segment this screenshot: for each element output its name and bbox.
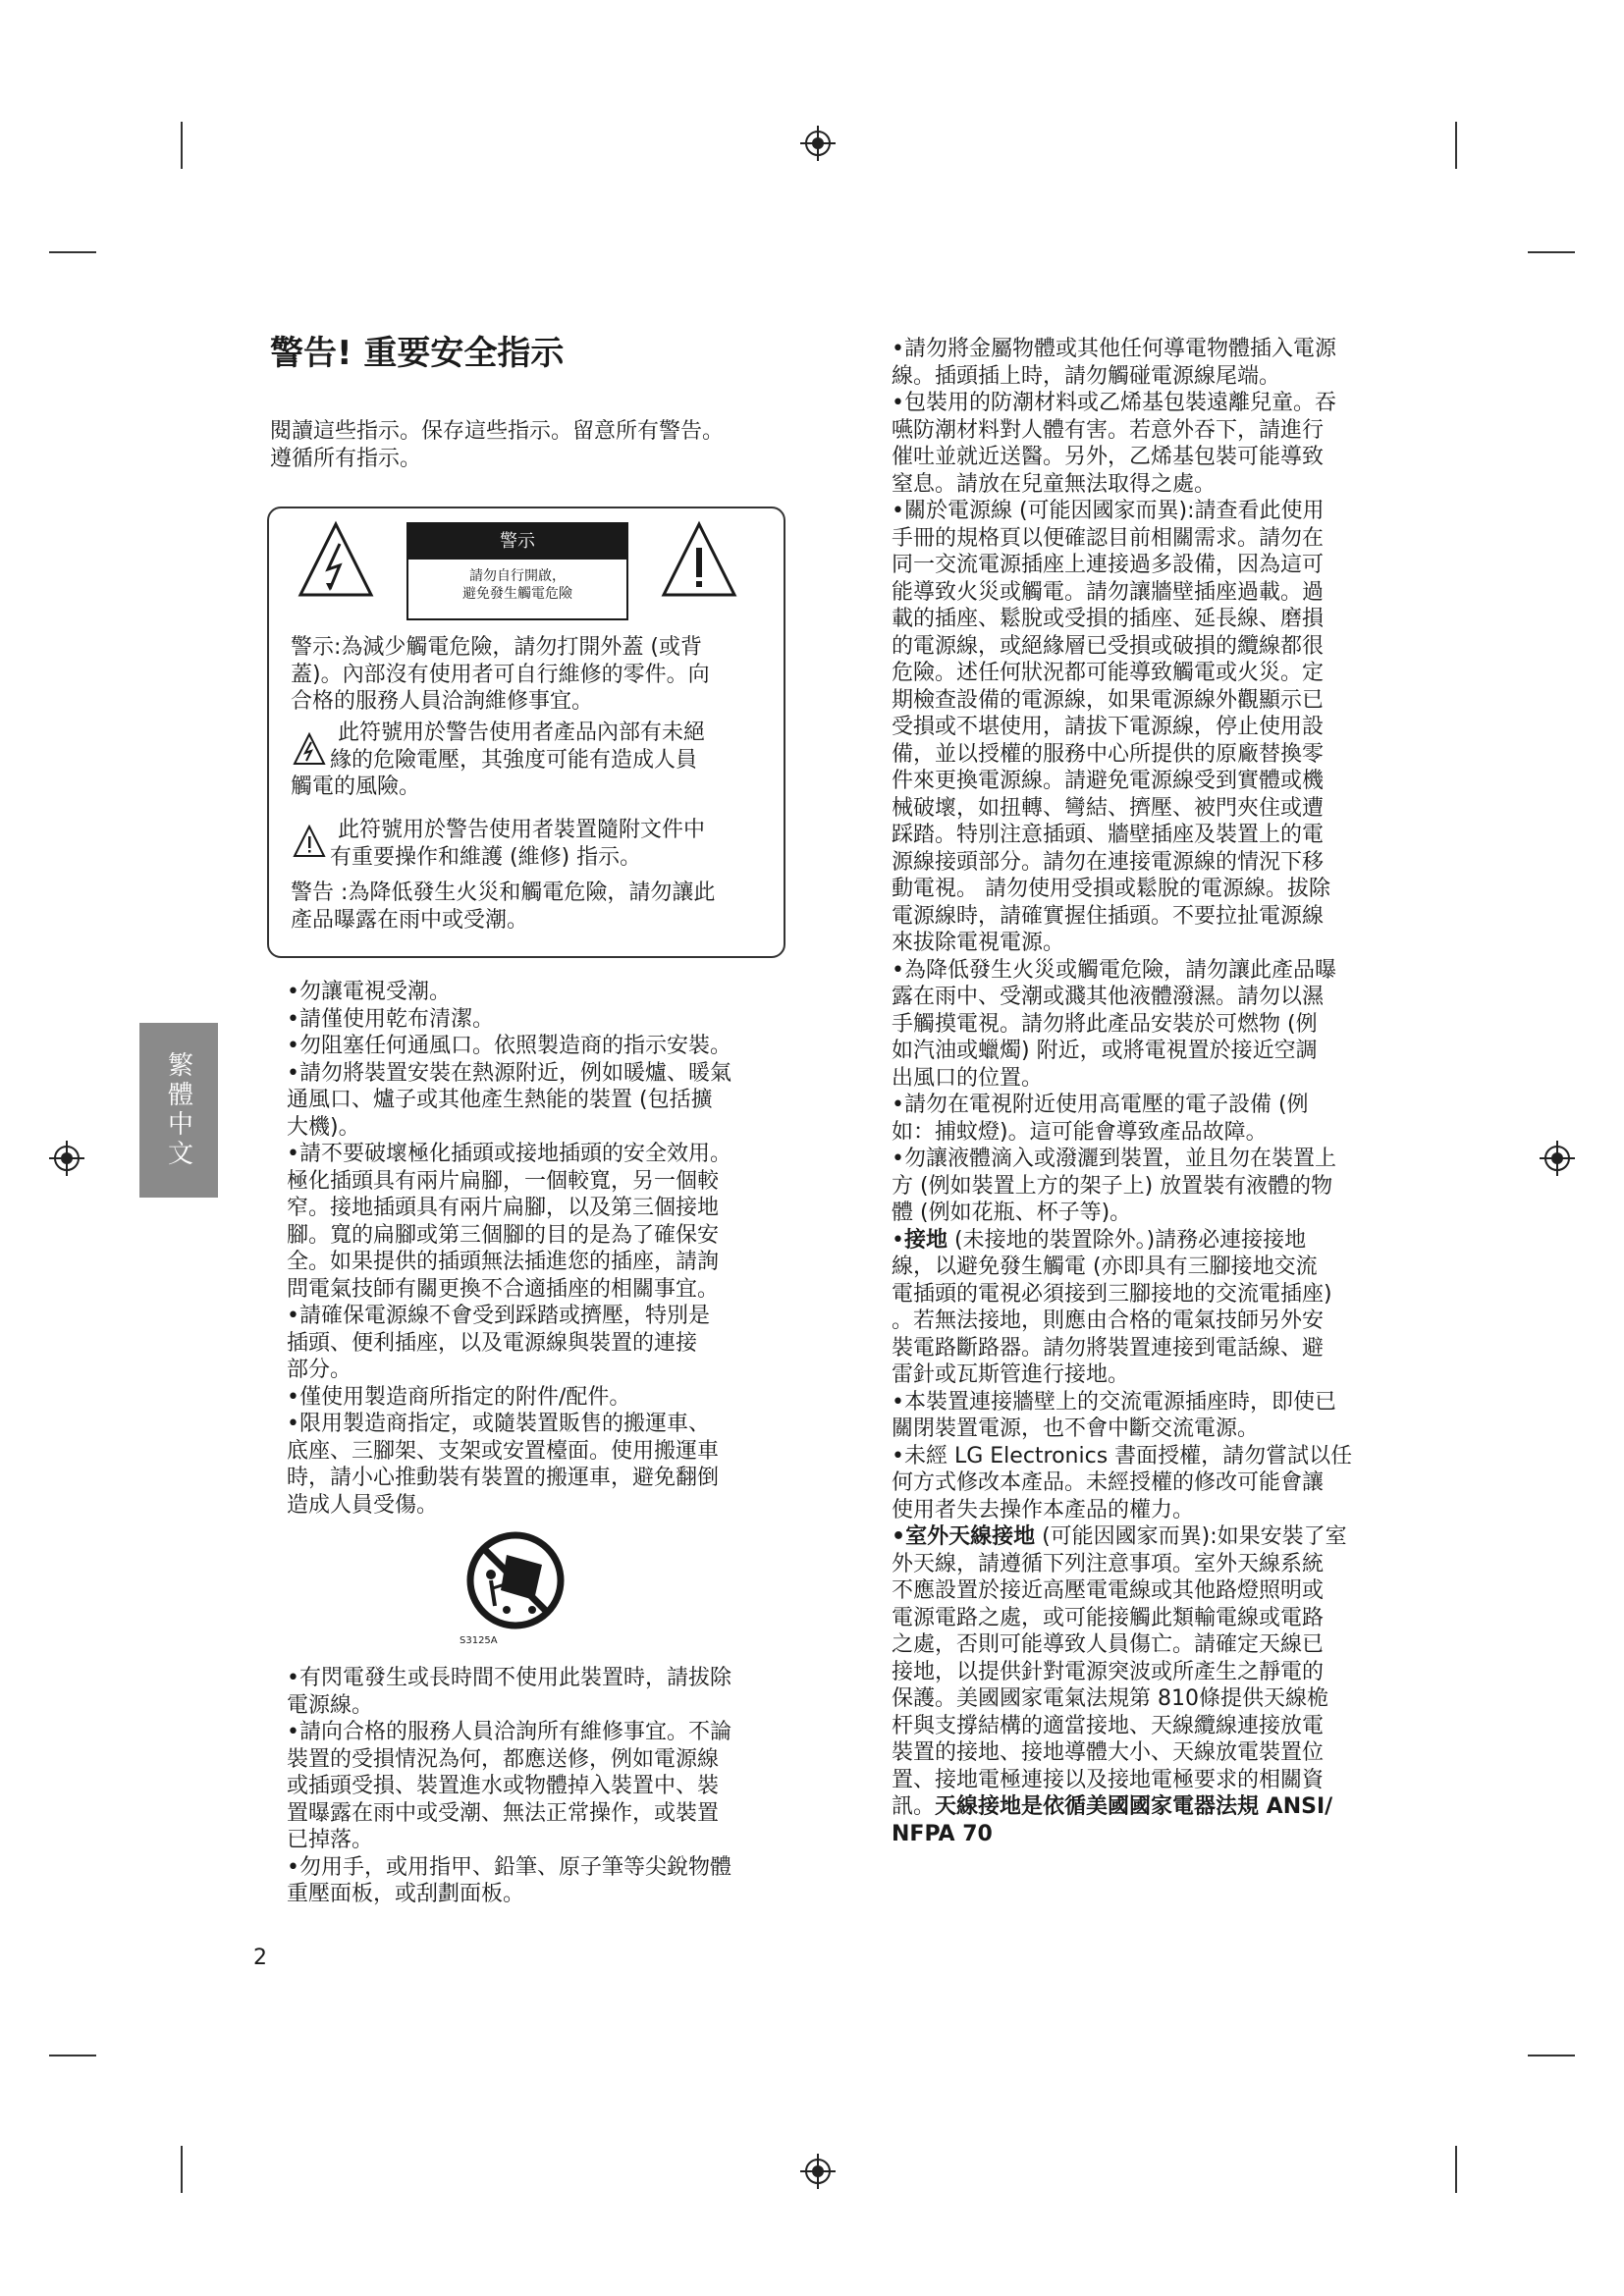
- list-line: 杆與支撐結構的適當接地、天線纜線連接放電: [892, 1713, 1325, 1738]
- list-line: 如：捕蚊燈)。這可能會導致產品故障。: [892, 1119, 1268, 1145]
- list-line: 窄。接地插頭具有兩片扁腳，以及第三個接地: [287, 1196, 720, 1220]
- antenna-item-first-line: •室外天線接地 (可能因國家而異):如果安裝了室: [892, 1524, 1347, 1549]
- list-line: 重壓面板，或刮劃面板。: [287, 1882, 525, 1906]
- list-line: 線。插頭插上時，請勿觸碰電源線尾端。: [892, 363, 1281, 389]
- list-line: 外天線，請遵循下列注意事項。室外天線系統: [892, 1551, 1325, 1576]
- exclaim-text: [291, 817, 762, 871]
- lightning-line: 緣的危險電壓，其強度可能有造成人員: [330, 747, 698, 773]
- list-line: 關閉裝置電源，也不會中斷交流電源。: [892, 1416, 1260, 1441]
- list-line: 問電氣技師有關更換不合適插座的相關事宜。: [287, 1276, 720, 1302]
- list-line: 動電視。 請勿使用受損或鬆脫的電源線。拔除: [892, 877, 1330, 901]
- intro-line: 遵循所有指示。: [270, 446, 422, 471]
- list-line: •請向合格的服務人員洽詢所有維修事宜。不論: [287, 1720, 731, 1744]
- list-line: 裝電路斷路器。請勿將裝置連接到電話線、避: [892, 1335, 1325, 1361]
- lightning-line: 觸電的風險。: [291, 774, 421, 799]
- list-line: 的電源線，或絕緣層已受損或破損的纜線都很: [892, 633, 1325, 659]
- list-line: •請勿將裝置安裝在熱源附近，例如暖爐、暖氣: [287, 1060, 731, 1086]
- list-line: •為降低發生火災或觸電危險，請勿讓此產品曝: [892, 957, 1336, 983]
- list-line: 件來更換電源線。請避免電源線受到實體或機: [892, 769, 1325, 793]
- list-line: •關於電源線 (可能因國家而異):請查看此使用: [892, 499, 1325, 523]
- list-line: 出風口的位置。: [892, 1065, 1044, 1091]
- list-line: •請僅使用乾布清潔。: [287, 1006, 494, 1032]
- list-line: 裝置的受損情況為何，都應送修，例如電源線: [287, 1746, 720, 1772]
- language-tab: 繁體中文: [139, 1023, 218, 1198]
- list-line: 電插頭的電視必須接到三腳接地的交流電插座): [892, 1281, 1332, 1307]
- safety-list-right: [892, 336, 1402, 1847]
- list-line: 來拔除電視電源。: [892, 931, 1065, 955]
- antenna-code-reference: NFPA 70: [892, 1821, 993, 1846]
- list-line: •包裝用的防潮材料或乙烯基包裝遠離兒童。吞: [892, 391, 1336, 415]
- list-line: 電源線。: [287, 1692, 374, 1718]
- list-line: •請勿將金屬物體或其他任何導電物體插入電源: [892, 337, 1336, 361]
- list-line: 全。如果提供的插頭無法插進您的插座，請詢: [287, 1250, 720, 1274]
- registration-mark-icon: [800, 2154, 836, 2189]
- caution-line: 合格的服務人員洽詢維修事宜。: [291, 689, 594, 714]
- list-line: •僅使用製造商所指定的附件/配件。: [287, 1384, 631, 1410]
- list-line: •限用製造商指定，或隨裝置販售的搬運車、: [287, 1412, 710, 1436]
- list-line: 插頭、便利插座，以及電源線與裝置的連接: [287, 1330, 698, 1356]
- list-line: 嚥防潮材料對人體有害。若意外吞下，請進行: [892, 417, 1325, 443]
- fire-line: 產品曝露在雨中或受潮。: [291, 907, 529, 933]
- page-number: 2: [253, 1946, 267, 1970]
- list-line: 接地，以提供針對電源突波或所產生之靜電的: [892, 1659, 1325, 1684]
- list-line: 體 (例如花瓶、杯子等)。: [892, 1201, 1132, 1225]
- caution-label-line: 請勿自行開啟，: [469, 568, 566, 584]
- list-line: 露在雨中、受潮或濺其他液體潑濕。請勿以濕: [892, 985, 1325, 1009]
- cart-icon-code: S3125A: [460, 1635, 498, 1646]
- list-line: 通風口、爐子或其他產生熱能的裝置 (包括擴: [287, 1088, 713, 1112]
- list-line: 不應設置於接近高壓電電線或其他路燈照明或: [892, 1578, 1325, 1603]
- list-line: •未經 LG Electronics 書面授權，請勿嘗試以任: [892, 1443, 1353, 1468]
- antenna-heading: 室外天線接地: [905, 1524, 1036, 1549]
- cart-tipover-warning-icon: [461, 1531, 569, 1639]
- list-line: 手冊的規格頁以便確認目前相關需求。請勿在: [892, 525, 1325, 551]
- list-line: 電源線時，請確實握住插頭。不要拉扯電源線: [892, 903, 1325, 929]
- list-line: 電源電路之處，或可能接觸此類輸電線或電路: [892, 1605, 1325, 1630]
- list-line: 催吐並就近送醫。另外，乙烯基包裝可能導致: [892, 445, 1325, 469]
- caution-line: 蓋)。內部沒有使用者可自行維修的零件。向: [291, 662, 710, 687]
- registration-mark-icon: [49, 1141, 84, 1176]
- antenna-code-reference: 天線接地是依循美國國家電器法規 ANSI/: [935, 1794, 1333, 1819]
- list-line: 雷針或瓦斯管進行接地。: [892, 1362, 1130, 1387]
- list-line: 源線接頭部分。請勿在連接電源線的情況下移: [892, 849, 1325, 875]
- exclaim-line: 有重要操作和維護 (維修) 指示。: [330, 844, 642, 870]
- list-line: 時，請小心推動裝有裝置的搬運車，避免翻倒: [287, 1466, 720, 1490]
- registration-mark-icon: [800, 126, 836, 161]
- list-line: 踩踏。特別注意插頭、牆壁插座及裝置上的電: [892, 823, 1325, 847]
- list-line: 何方式修改本產品。未經授權的修改可能會讓: [892, 1470, 1325, 1495]
- registration-mark-icon: [1540, 1141, 1575, 1176]
- list-line: 。若無法接地，則應由合格的電氣技師另外安: [892, 1308, 1325, 1333]
- caution-box: [267, 507, 785, 958]
- caution-label-line: 避免發生觸電危險: [462, 586, 572, 602]
- list-line: 部分。: [287, 1358, 352, 1382]
- list-line: •本裝置連接牆壁上的交流電源插座時，即使已: [892, 1389, 1336, 1415]
- list-line: 已掉落。: [287, 1828, 374, 1852]
- list-line: •勿用手，或用指甲、鉛筆、原子筆等尖銳物體: [287, 1854, 731, 1880]
- list-line: •請不要破壞極化插頭或接地插頭的安全效用。: [287, 1142, 731, 1166]
- list-line: 如汽油或蠟燭) 附近，或將電視置於接近空調: [892, 1039, 1318, 1063]
- crop-mark: [1455, 2146, 1457, 2193]
- list-line: •勿阻塞任何通風口。依照製造商的指示安裝。: [287, 1034, 731, 1058]
- list-line: 載的插座、鬆脫或受損的插座、延長線、磨損: [892, 607, 1325, 631]
- list-line: 同一交流電源插座上連接過多設備，因為這可: [892, 553, 1325, 577]
- list-line: 大機)。: [287, 1114, 360, 1140]
- list-line: •勿讓液體滴入或潑灑到裝置，並且勿在裝置上: [892, 1147, 1336, 1171]
- list-line: •有閃電發生或長時間不使用此裝置時，請拔除: [287, 1666, 731, 1690]
- caution-text: [291, 634, 762, 716]
- list-line: 使用者失去操作本產品的權力。: [892, 1497, 1195, 1522]
- crop-mark: [181, 122, 183, 169]
- list-line: •勿讓電視受潮。: [287, 980, 451, 1004]
- list-line: 手觸摸電視。請勿將此產品安裝於可燃物 (例: [892, 1011, 1318, 1037]
- crop-mark: [1528, 2055, 1575, 2056]
- crop-mark: [1528, 251, 1575, 253]
- exclaim-line: 此符號用於警告使用者裝置隨附文件中: [338, 818, 706, 842]
- lightning-text: [291, 720, 762, 801]
- list-line: 線，以避免發生觸電 (亦即具有三腳接地交流: [892, 1255, 1318, 1279]
- list-line: •請確保電源線不會受到踩踏或擠壓，特別是: [287, 1304, 710, 1328]
- safety-list-left-2: [287, 1665, 797, 1908]
- list-line: 極化插頭具有兩片扁腳，一個較寬，另一個較: [287, 1168, 720, 1194]
- caution-label-lines: [408, 560, 626, 603]
- caution-line: 警示:為減少觸電危險，請勿打開外蓋 (或背: [291, 635, 702, 660]
- fire-warning-text: [291, 880, 772, 934]
- list-line: 備，並以授權的服務中心所提供的原廠替換零: [892, 741, 1325, 767]
- list-line: 窒息。請放在兒童無法取得之處。: [892, 471, 1217, 497]
- list-line: 底座、三腳架、支架或安置檯面。使用搬運車: [287, 1438, 720, 1464]
- list-line: 裝置的接地、接地導體大小、天線放電裝置位: [892, 1740, 1325, 1765]
- list-line: (未接地的裝置除外。)請務必連接接地: [947, 1227, 1307, 1253]
- intro-line: 閱讀這些指示。保存這些指示。留意所有警告。: [270, 419, 725, 444]
- list-line: (可能因國家而異):如果安裝了室: [1035, 1524, 1347, 1549]
- page-title: 警告! 重要安全指示: [270, 334, 565, 373]
- caution-label-title: 警示: [408, 524, 626, 560]
- intro-text: [270, 418, 800, 472]
- list-line: 械破壞，如扭轉、彎結、擠壓、被門夾住或遭: [892, 795, 1325, 821]
- list-line: 危險。述任何狀況都可能導致觸電或火災。定: [892, 661, 1325, 685]
- crop-mark: [49, 251, 96, 253]
- exclamation-warning-icon: [660, 520, 738, 599]
- caution-label: [406, 522, 628, 620]
- lightning-line: 此符號用於警告使用者產品內部有未絕: [338, 721, 706, 745]
- list-line: 置、接地電極連接以及接地電極要求的相關資: [892, 1767, 1325, 1792]
- lightning-warning-icon: [297, 520, 375, 599]
- list-line: 置曝露在雨中或受潮、無法正常操作，或裝置: [287, 1800, 720, 1826]
- list-line: 腳。寬的扁腳或第三個腳的目的是為了確保安: [287, 1222, 720, 1248]
- list-line: 造成人員受傷。: [287, 1492, 439, 1518]
- fire-line: 警告 :為降低發生火災和觸電危險，請勿讓此: [291, 881, 716, 905]
- crop-mark: [1455, 122, 1457, 169]
- list-line: 能導致火災或觸電。請勿讓牆壁插座過載。過: [892, 579, 1325, 605]
- antenna-last-line: [892, 1793, 1402, 1821]
- list-line: 之處，否則可能導致人員傷亡。請確定天線已: [892, 1632, 1325, 1657]
- safety-list-left-1: [287, 979, 797, 1519]
- list-line: 受損或不堪使用，請拔下電源線，停止使用設: [892, 715, 1325, 739]
- list-line: 期檢查設備的電源線，如果電源線外觀顯示已: [892, 687, 1325, 713]
- grounding-heading: 接地: [903, 1227, 947, 1253]
- list-line: 方 (例如裝置上方的架子上) 放置裝有液體的物: [892, 1173, 1333, 1199]
- list-line: •請勿在電視附近使用高電壓的電子設備 (例: [892, 1093, 1309, 1117]
- crop-mark: [181, 2146, 183, 2193]
- list-line: 訊。: [892, 1794, 936, 1819]
- grounding-item-first-line: •接地 (未接地的裝置除外。)請務必連接接地: [892, 1227, 1307, 1253]
- crop-mark: [49, 2055, 96, 2056]
- list-line: 保護。美國國家電氣法規第 810條提供天線桅: [892, 1686, 1328, 1711]
- list-line: 或插頭受損、裝置進水或物體掉入裝置中、裝: [287, 1774, 720, 1798]
